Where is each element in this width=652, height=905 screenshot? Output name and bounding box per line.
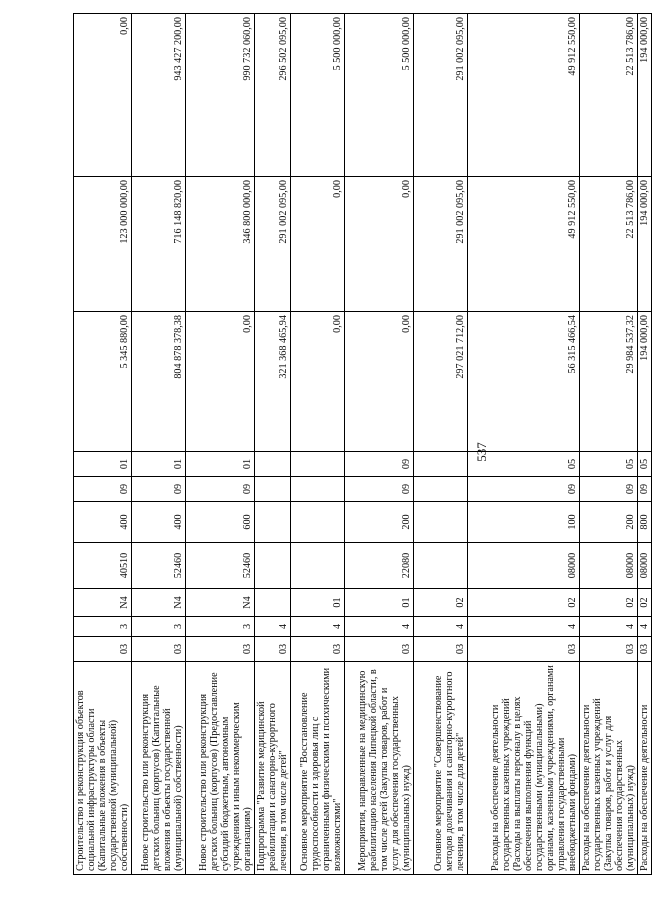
cell-c7: 09 <box>345 452 414 477</box>
cell-c5: 200 <box>345 502 414 543</box>
cell-v3: 194 000,00 <box>638 14 652 177</box>
cell-c2: 4 <box>638 617 652 637</box>
cell-c7: 05 <box>580 452 638 477</box>
cell-c1: 03 <box>74 637 132 662</box>
cell-c2: 4 <box>580 617 638 637</box>
cell-c4: 08000 <box>580 543 638 589</box>
cell-c7 <box>291 452 345 477</box>
cell-c6: 09 <box>468 477 580 502</box>
cell-c6: 09 <box>638 477 652 502</box>
cell-c7 <box>255 452 291 477</box>
cell-c3: N4 <box>132 589 186 617</box>
table-row <box>468 14 580 875</box>
cell-c6: 09 <box>186 477 255 502</box>
cell-c2: 4 <box>345 617 414 637</box>
cell-name: Новое строительство или реконструкция детских больниц (корпусов) (Капитальные вложения в объекты государственной (муниципальной) собственности) <box>132 662 186 875</box>
cell-c4: 40510 <box>74 543 132 589</box>
cell-c4: 52460 <box>186 543 255 589</box>
cell-v1: 56 315 466,54 <box>468 312 580 452</box>
budget-table <box>73 13 652 875</box>
cell-v3: 990 732 060,00 <box>186 14 255 177</box>
cell-c5: 600 <box>186 502 255 543</box>
cell-c7 <box>414 452 468 477</box>
cell-v1: 0,00 <box>345 312 414 452</box>
cell-v3: 22 513 786,00 <box>580 14 638 177</box>
cell-c4 <box>414 543 468 589</box>
table-viewport <box>73 17 650 875</box>
cell-v3: 943 427 200,00 <box>132 14 186 177</box>
cell-c1: 03 <box>255 637 291 662</box>
cell-c3: 01 <box>345 589 414 617</box>
cell-v3: 291 002 095,00 <box>414 14 468 177</box>
cell-c4: 22080 <box>345 543 414 589</box>
cell-v1: 0,00 <box>291 312 345 452</box>
cell-c4: 08000 <box>638 543 652 589</box>
cell-c2: 4 <box>468 617 580 637</box>
cell-c1: 03 <box>345 637 414 662</box>
cell-v1: 5 345 880,00 <box>74 312 132 452</box>
cell-v1: 0,00 <box>186 312 255 452</box>
cell-v1: 29 984 537,32 <box>580 312 638 452</box>
cell-v2: 123 000 000,00 <box>74 177 132 312</box>
cell-name: Новое строительство или реконструкция детских больниц (корпусов) (Предоставление субсидий бюджетным, автономным учреждениям и иным некоммерческим организациям) <box>186 662 255 875</box>
rotated-page <box>73 17 650 875</box>
cell-c6 <box>414 477 468 502</box>
cell-c7: 01 <box>74 452 132 477</box>
cell-v2: 716 148 820,00 <box>132 177 186 312</box>
cell-c2: 4 <box>414 617 468 637</box>
cell-c1: 03 <box>132 637 186 662</box>
cell-v2: 0,00 <box>291 177 345 312</box>
cell-v2: 22 513 786,00 <box>580 177 638 312</box>
cell-c7: 05 <box>468 452 580 477</box>
cell-c6: 09 <box>580 477 638 502</box>
cell-c5: 400 <box>132 502 186 543</box>
cell-c2: 3 <box>186 617 255 637</box>
cell-c3: 02 <box>580 589 638 617</box>
cell-name: Расходы на обеспечение деятельности <box>638 662 652 875</box>
cell-v3: 0,00 <box>74 14 132 177</box>
cell-v3: 296 502 095,00 <box>255 14 291 177</box>
cell-c5: 800 <box>638 502 652 543</box>
cell-c6 <box>255 477 291 502</box>
cell-c3: 01 <box>291 589 345 617</box>
table-body <box>74 14 652 875</box>
cell-c5: 400 <box>74 502 132 543</box>
cell-c5 <box>291 502 345 543</box>
cell-c7: 05 <box>638 452 652 477</box>
cell-v2: 194 000,00 <box>638 177 652 312</box>
cell-name: Мероприятия, направленные на медицинскую реабилитацию населения Липецкой области, в том числе детей (Закупка товаров, работ и услуг для обеспечения государственных (муниципальных) нужд) <box>345 662 414 875</box>
table-row <box>74 14 132 875</box>
cell-c1: 03 <box>414 637 468 662</box>
cell-c3: N4 <box>186 589 255 617</box>
cell-v1: 194 000,00 <box>638 312 652 452</box>
cell-v3: 5 500 000,00 <box>291 14 345 177</box>
table-row <box>291 14 345 875</box>
table-row <box>186 14 255 875</box>
cell-name: Основное мероприятие "Совершенствование методов долечивания и санаторно-курортного лечения, в том числе для детей" <box>414 662 468 875</box>
cell-c5 <box>255 502 291 543</box>
cell-c4: 52460 <box>132 543 186 589</box>
cell-c3: 02 <box>414 589 468 617</box>
cell-name: Расходы на обеспечение деятельности государственных казенных учреждений (Расходы на выплаты персоналу в целях обеспечения выполнения функций государственными (муниципальными) органами, казенными учреждениями, органами управления государственными внебюджетными фондами) <box>468 662 580 875</box>
cell-v2: 291 002 095,00 <box>255 177 291 312</box>
page-number: 537 <box>474 442 489 462</box>
cell-v1: 297 021 712,00 <box>414 312 468 452</box>
cell-name: Строительство и реконструкция объектов социальной инфраструктуры области (Капитальные вложения в объекты государственной (муниципальной) собственности) <box>74 662 132 875</box>
cell-name: Расходы на обеспечение деятельности государственных казенных учреждений (Закупка товаров, работ и услуг для обеспечения государственных (муниципальных) нужд) <box>580 662 638 875</box>
cell-c2: 4 <box>255 617 291 637</box>
cell-v2: 49 912 550,00 <box>468 177 580 312</box>
cell-c3: N4 <box>74 589 132 617</box>
cell-v2: 346 800 000,00 <box>186 177 255 312</box>
cell-c6: 09 <box>74 477 132 502</box>
cell-c7: 01 <box>186 452 255 477</box>
cell-c5: 200 <box>580 502 638 543</box>
cell-c3: 02 <box>638 589 652 617</box>
cell-c3: 02 <box>468 589 580 617</box>
cell-v2: 291 002 095,00 <box>414 177 468 312</box>
cell-name: Подпрограмма "Развитие медицинской реабилитации и санаторно-курортного лечения, в том числе детей" <box>255 662 291 875</box>
cell-v1: 321 368 465,94 <box>255 312 291 452</box>
cell-c4 <box>291 543 345 589</box>
cell-v1: 804 878 378,38 <box>132 312 186 452</box>
cell-c6: 09 <box>345 477 414 502</box>
cell-c1: 03 <box>291 637 345 662</box>
table-row <box>255 14 291 875</box>
cell-v3: 5 500 000,00 <box>345 14 414 177</box>
cell-c3 <box>255 589 291 617</box>
cell-c2: 3 <box>74 617 132 637</box>
cell-c1: 03 <box>580 637 638 662</box>
cell-c1: 03 <box>638 637 652 662</box>
cell-c2: 4 <box>291 617 345 637</box>
cell-c6: 09 <box>132 477 186 502</box>
table-row <box>638 14 652 875</box>
table-row <box>345 14 414 875</box>
cell-c1: 03 <box>186 637 255 662</box>
cell-v2: 0,00 <box>345 177 414 312</box>
table-row <box>414 14 468 875</box>
table-row <box>580 14 638 875</box>
cell-c4: 08000 <box>468 543 580 589</box>
cell-c5: 100 <box>468 502 580 543</box>
cell-c4 <box>255 543 291 589</box>
cell-c1: 03 <box>468 637 580 662</box>
cell-c7: 01 <box>132 452 186 477</box>
cell-c2: 3 <box>132 617 186 637</box>
cell-name: Основное мероприятие "Восстановление трудоспособности и здоровья лиц с ограниченными физическими и психическими возможностями" <box>291 662 345 875</box>
cell-v3: 49 912 550,00 <box>468 14 580 177</box>
cell-c5 <box>414 502 468 543</box>
table-row <box>132 14 186 875</box>
cell-c6 <box>291 477 345 502</box>
